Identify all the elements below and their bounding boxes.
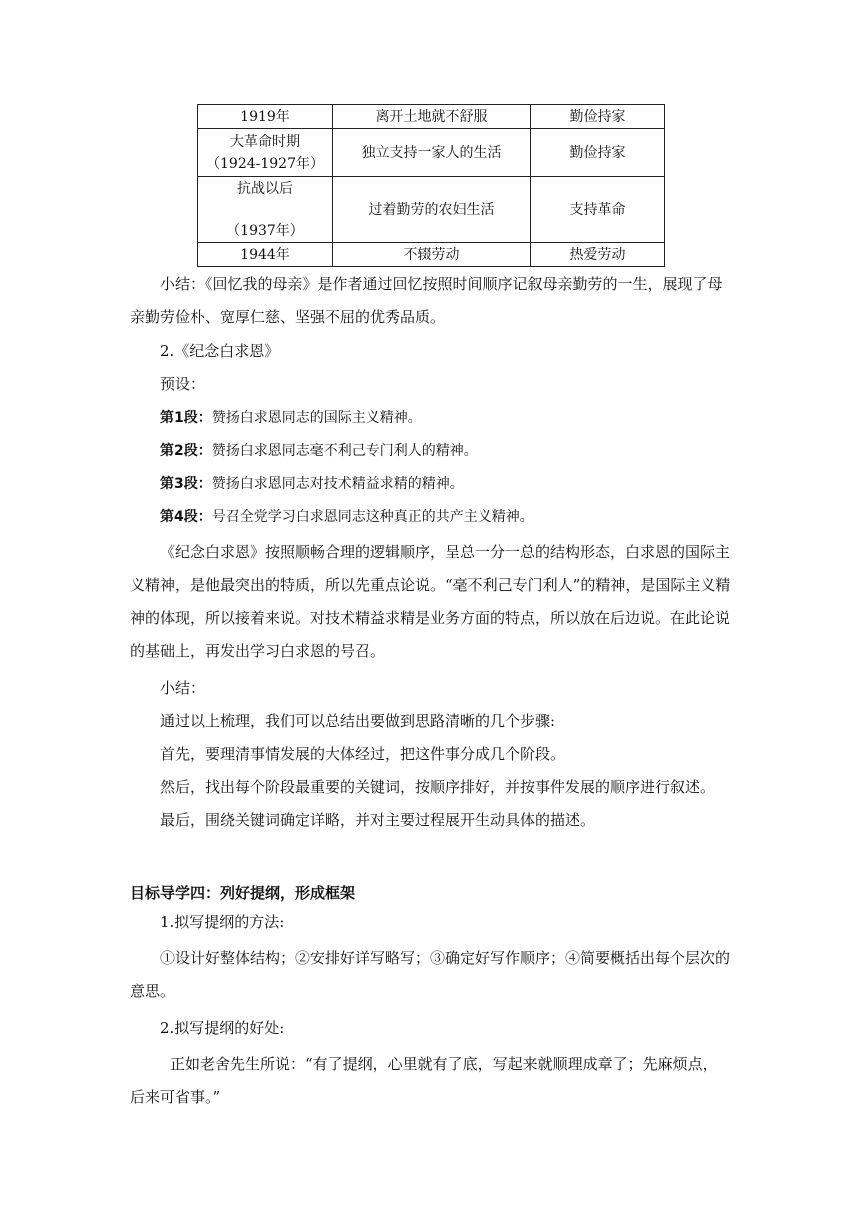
paragraph-label: 第4段： xyxy=(160,509,212,525)
table-row xyxy=(198,177,665,243)
lao-she-quote: 正如老舍先生所说：“有了提纲，心里就有了底，写起来就顺理成章了；先麻烦点，后来可省事。” xyxy=(130,1055,718,1106)
table-row xyxy=(198,243,665,267)
table-cell-period: 1944年 xyxy=(198,243,333,267)
paragraph-summary-1 xyxy=(160,402,760,435)
table-cell-period: 1919年 xyxy=(198,105,333,129)
table-cell-trait: 勤俭持家 xyxy=(531,129,665,177)
paragraph-label: 第2段： xyxy=(160,443,212,459)
summary-mother: 小结：《回忆我的母亲》是作者通过回忆按照时间顺序记叙母亲勤劳的一生，展现了母亲勤劳俭朴、宽厚仁慈、坚强不屈的优秀品质。 xyxy=(130,275,723,326)
section-heading: 目标导学四：列好提纲，形成框架 xyxy=(130,884,356,902)
table-cell-event: 不辍劳动 xyxy=(333,243,531,267)
table-cell-trait: 热爱劳动 xyxy=(531,243,665,267)
paragraph-label: 第1段： xyxy=(160,410,212,426)
table-row xyxy=(198,129,665,177)
table-cell-period xyxy=(198,129,333,177)
paragraph-text: 赞扬白求恩同志的国际主义精神。 xyxy=(211,410,422,426)
paragraph-label: 第3段： xyxy=(160,476,212,492)
table-row xyxy=(198,105,665,129)
period-years: （1937年） xyxy=(226,222,304,239)
step-intro: 通过以上梳理，我们可以总结出要做到思路清晰的几个步骤: xyxy=(160,712,556,730)
paragraph-summary-4 xyxy=(160,501,760,534)
table-cell-event: 过着勤劳的农妇生活 xyxy=(333,177,531,243)
paragraph-text: 号召全党学习白求恩同志这种真正的共产主义精神。 xyxy=(211,509,534,525)
paragraph-text: 赞扬白求恩同志毫不利己专门利人的精神。 xyxy=(211,443,478,459)
period-name: 抗战以后 xyxy=(237,180,293,197)
table-cell-trait: 勤俭持家 xyxy=(531,105,665,129)
paragraph-text: 赞扬白求恩同志对技术精益求精的精神。 xyxy=(211,476,464,492)
step-then: 然后，找出每个阶段最重要的关键词，按顺序排好，并按事件发展的顺序进行叙述。 xyxy=(160,778,716,796)
period-years: （1924-1927年） xyxy=(206,155,324,172)
table-cell-event: 离开土地就不舒服 xyxy=(333,105,531,129)
method-title: 1.拟写提纲的方法: xyxy=(160,913,285,931)
analysis-paragraph: 《纪念白求恩》按照顺畅合理的逻辑顺序，呈总一分一总的结构形态，白求恩的国际主义精神，是他最突出的特质，所以先重点论说。“毫不利己专门利人”的精神，是国际主义精神的体现，所以接着来说。对技术精益求精是业务方面的特点，所以放在后边说。在此论说的基础上，再发出学习白求恩的号召。 xyxy=(130,543,731,660)
step-last: 最后，围绕关键词确定详略，并对主要过程展开生动具体的描述。 xyxy=(160,811,596,829)
paragraph-summary-2 xyxy=(160,435,760,468)
preset-label: 预设： xyxy=(160,375,206,393)
table-cell-trait: 支持革命 xyxy=(531,177,665,243)
paragraph-summary-3 xyxy=(160,468,760,501)
table-cell-period xyxy=(198,177,333,243)
table-cell-event: 独立支持一家人的生活 xyxy=(333,129,531,177)
benefit-title: 2.拟写提纲的好处: xyxy=(160,1019,285,1037)
mother-timeline-table xyxy=(197,104,665,267)
summary-2-label: 小结： xyxy=(160,679,206,697)
item-2-title: 2.《纪念白求恩》 xyxy=(160,342,280,360)
step-first: 首先，要理清事情发展的大体经过，把这件事分成几个阶段。 xyxy=(160,745,566,763)
period-name: 大革命时期 xyxy=(230,133,300,150)
method-text: ①设计好整体结构；②安排好详写略写；③确定好写作顺序；④简要概括出每个层次的意思。 xyxy=(130,949,731,1000)
